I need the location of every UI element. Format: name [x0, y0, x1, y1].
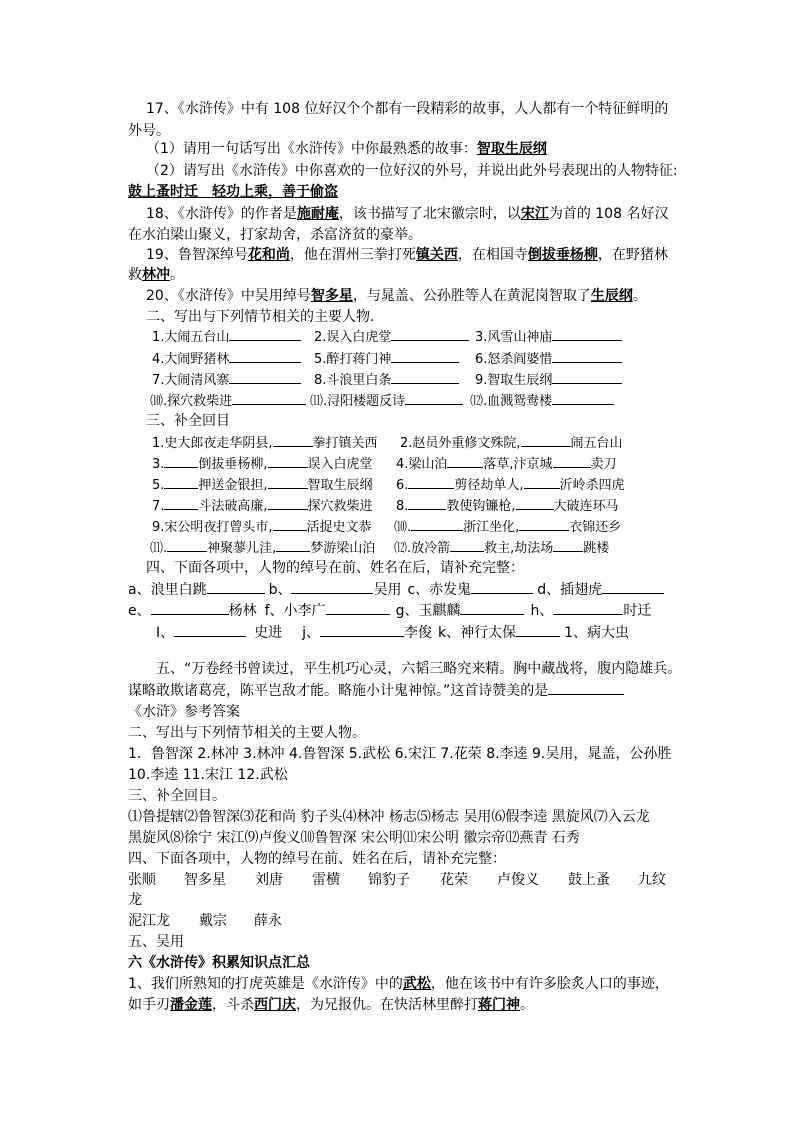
sec4-text: j、	[302, 625, 321, 641]
answers-s3-line1: ⑴鲁提辖⑵鲁智深⑶花和尚 豹子头⑷林冲 杨志⑸杨志 吴用⑹假李逵 黑旋风⑺入云龙	[128, 809, 650, 825]
sec4-text: 史进	[254, 625, 283, 641]
section3-title: 三、补全回目	[146, 413, 230, 429]
answer-blank[interactable]	[391, 370, 459, 384]
sec6-text: 1、我们所熟知的打虎英雄是《水浒传》中的	[128, 976, 403, 992]
sec3-text: 探穴救柴进	[307, 499, 373, 514]
q20-text2: ，与晁盖、公孙胜等人在黄泥岗智取了	[352, 288, 591, 304]
answers-s4-row1-item: 卢俊义	[497, 872, 539, 888]
sec3-row	[152, 454, 373, 474]
answer-blank[interactable]	[273, 433, 313, 447]
sec3-text: 1.史大郎夜走华阴县,	[152, 436, 273, 451]
answer-blank[interactable]	[553, 601, 623, 615]
answers-s4-row1-item: 鼓上蚤	[568, 872, 610, 888]
answer-blank[interactable]	[516, 496, 554, 510]
sec3-text: 衣锦还乡	[569, 520, 622, 535]
sec2-item-label: 1.大闹五台山	[152, 330, 230, 345]
sec3-row	[152, 517, 372, 537]
sec2-item-label: 5.醉打蒋门神	[314, 352, 392, 367]
sec4-text: c、赤发鬼	[407, 582, 472, 598]
sec3-row	[152, 496, 373, 516]
sec2-item-label: 8.斗浪里白条	[314, 373, 392, 388]
answers-s2-line1: 1．鲁智深 2.林冲 3.林冲 4.鲁智深 5.武松 6.宋江 7.花荣 8.李逵 9.吴用，晁盖，公孙胜	[128, 746, 672, 762]
sec3-text: 3.	[152, 457, 165, 472]
answer-blank[interactable]	[524, 475, 560, 489]
q18-line2: 在水泊梁山聚义，打家劫舍，杀富济贫的豪举。	[128, 227, 422, 243]
answers-s3-line2: 黑旋风⑻徐宁 宋江⑼卢俊义⑽鲁智深 宋公明⑾宋公明 徽宗帝⑿燕青 石秀	[128, 830, 580, 846]
sec2-item-label: ⑾.浔阳楼题反诗	[310, 394, 406, 409]
sec4-text: 李俊	[404, 625, 433, 641]
answer-blank[interactable]	[516, 623, 560, 637]
q17-part2-answer: 鼓上蚤时迁 轻功上乘，善于偷盗	[128, 184, 338, 200]
answer-blank[interactable]	[553, 538, 583, 552]
answer-blank[interactable]	[229, 370, 301, 384]
sec3-text: 斗法破高廉,	[198, 499, 268, 514]
answer-blank[interactable]	[408, 475, 454, 489]
answer-blank[interactable]	[548, 681, 624, 695]
sec3-text: 倒拔垂杨柳,	[198, 457, 268, 472]
sec4-row3	[156, 623, 629, 642]
section6-title: 六《水浒传》积累知识点汇总	[128, 955, 310, 971]
q20-text3: 。	[632, 288, 647, 304]
answer-blank[interactable]	[411, 517, 463, 531]
sec3-text: 落草,汴京城	[483, 457, 553, 472]
answers-s2-line2: 10.李逵 11.宋江 12.武松	[128, 767, 288, 783]
q19-line2	[128, 266, 184, 284]
sec3-text: 6.	[396, 478, 409, 493]
answer-blank[interactable]	[320, 623, 404, 637]
sec3-text: 救主,劫法场	[484, 541, 554, 556]
q19-text3: ，在相国寺	[457, 247, 528, 263]
answer-blank[interactable]	[229, 327, 301, 341]
q20-text1: 20、《水浒传》中吴用绰号	[146, 288, 311, 304]
sec3-text: 押送金银担,	[198, 478, 268, 493]
sec3-row	[150, 538, 375, 558]
sec4-text: k、神行太保	[438, 625, 517, 641]
sec2-item-label: 6.怒杀阎婆惜	[475, 352, 553, 367]
sec3-text: 沂岭杀四虎	[559, 478, 625, 493]
sec3-text: ⑽.	[394, 520, 412, 535]
sec3-text: ⑾.	[150, 541, 168, 556]
answer-blank[interactable]	[291, 580, 373, 594]
sec2-item	[314, 370, 459, 390]
answers-s4-row2-item: 泥江龙	[128, 913, 170, 929]
answer-blank[interactable]	[553, 454, 591, 468]
sec4-row2	[128, 601, 651, 620]
answer-blank[interactable]	[268, 475, 308, 489]
q19-answer-victim: 镇关西	[415, 247, 458, 263]
answers-s4-row1-item: 九纹	[638, 872, 666, 888]
sec4-text: 时迁	[623, 603, 652, 619]
section5-line1: 五、“万卷经书曾读过，平生机巧心灵，六韬三略究来精。胸中藏战将，腹内隐雄兵。	[156, 661, 682, 677]
answer-blank[interactable]	[460, 601, 524, 615]
sec2-item-label: 4.大闹野猪林	[152, 352, 230, 367]
answer-blank[interactable]	[167, 538, 207, 552]
sec6-line2	[128, 996, 534, 1014]
sec3-text: 拳打镇关西	[312, 436, 378, 451]
sec2-item	[314, 327, 469, 347]
answer-blank[interactable]	[151, 601, 229, 615]
sec3-row	[152, 433, 378, 453]
answer-blank[interactable]	[471, 580, 533, 594]
sec5-text: 谋略敢欺诸葛亮，陈平岂敌才能。略施小计鬼神惊。”这首诗赞美的是	[128, 683, 549, 699]
sec6-text: 。	[520, 997, 534, 1013]
answers-s4-row1-item: 锦豹子	[368, 872, 410, 888]
answer-blank[interactable]	[552, 349, 622, 363]
answer-blank[interactable]	[164, 475, 198, 489]
sec3-text: 活捉史文恭	[306, 520, 372, 535]
answer-blank[interactable]	[174, 623, 246, 637]
sec6-answer: 蒋门神	[478, 997, 520, 1013]
q18-answer-author: 施耐庵	[296, 206, 339, 222]
answer-blank[interactable]	[326, 601, 390, 615]
answer-blank[interactable]	[268, 496, 308, 510]
sec3-row	[396, 454, 617, 474]
sec2-item	[152, 370, 301, 390]
answer-blank[interactable]	[268, 454, 308, 468]
sec2-item-label: 9.智取生辰纲	[475, 373, 553, 388]
sec6-text: ，他在该书中有许多脍炙人口的事迹，	[430, 976, 669, 992]
q19-text6: 。	[170, 267, 184, 283]
section2-title: 二、写出与下列情节相关的主要人物.	[146, 309, 375, 325]
answer-blank[interactable]	[602, 580, 664, 594]
answer-blank[interactable]	[519, 517, 569, 531]
answer-blank[interactable]	[521, 433, 571, 447]
sec4-text: 吴用	[373, 582, 402, 598]
q20-answer-nickname: 智多星	[310, 288, 353, 304]
sec6-answer: 潘金莲	[170, 997, 212, 1013]
answer-blank[interactable]	[408, 496, 446, 510]
sec3-text: 4.梁山泊	[396, 457, 448, 472]
sec2-item-label: ⑿.血溅鸳鸯楼	[470, 394, 553, 409]
sec4-text: 1、病大虫	[564, 625, 630, 641]
sec3-text: 跳楼	[583, 541, 610, 556]
answers-s4-row1-item: 花荣	[440, 872, 468, 888]
answer-blank[interactable]	[229, 349, 301, 363]
answer-blank[interactable]	[447, 454, 483, 468]
sec4-text: h、	[530, 603, 554, 619]
sec2-item	[152, 349, 301, 369]
sec2-item	[150, 391, 306, 411]
sec2-item	[475, 370, 622, 390]
sec2-item-label: 7.大闹清风寨	[152, 373, 230, 388]
q18-text1: 18、《水浒传》的作者是	[146, 206, 297, 222]
answers-s4-row1-item: 张顺	[128, 872, 156, 888]
q17-part2: （2）请写出《水浒传》中你喜欢的一位好汉的外号，并说出此外号表现出的人物特征:	[146, 163, 678, 179]
sec3-row	[396, 475, 625, 495]
answers-title: 《水浒》参考答案	[128, 704, 240, 720]
q17-line1: 17、《水浒传》中有 108 位好汉个个都有一段精彩的故事，人人都有一个特征鲜明的	[146, 101, 669, 117]
section4-title: 四、下面各项中，人物的绰号在前、姓名在后，请补充完整：	[146, 560, 524, 576]
sec2-item-label: 2.误入白虎堂	[314, 330, 392, 345]
sec3-text: 梦游梁山泊	[310, 541, 376, 556]
answer-blank[interactable]	[273, 517, 307, 531]
sec4-text: a、浪里白跳	[128, 582, 207, 598]
sec6-text: 如手刃	[128, 997, 170, 1013]
sec4-text: 杨林	[228, 603, 257, 619]
sec4-text: d、插翅虎	[537, 582, 603, 598]
q17-part1-text: （1）请用一句话写出《水浒传》中你最熟悉的故事：	[146, 141, 477, 157]
sec3-row	[394, 517, 621, 537]
q18-text3: 为首的 108 名好汉	[548, 206, 669, 222]
sec4-row1	[128, 580, 664, 599]
q20-answer-event: 生辰纲	[590, 288, 633, 304]
answers-s4-row2-item: 戴宗	[199, 913, 227, 929]
answer-blank[interactable]	[552, 327, 622, 341]
sec3-text: 智取生辰纲	[307, 478, 373, 493]
answer-blank[interactable]	[552, 391, 614, 405]
sec3-row	[396, 496, 619, 516]
sec3-text: 教使钩镰枪,	[446, 499, 516, 514]
sec2-item	[314, 349, 459, 369]
sec3-text: 神聚蓼儿洼,	[207, 541, 277, 556]
q19-answer-nickname: 花和尚	[247, 247, 290, 263]
section5-line2	[128, 681, 624, 700]
q17-part1	[146, 140, 547, 158]
answer-blank[interactable]	[276, 538, 310, 552]
sec6-answer: 武松	[402, 976, 431, 992]
sec6-text: ，斗杀	[212, 997, 254, 1013]
sec4-text: b、	[268, 582, 292, 598]
answer-blank[interactable]	[405, 391, 463, 405]
sec3-text: 闹五台山	[570, 436, 623, 451]
q19-text5: 救	[128, 267, 142, 283]
sec2-item-label: ⑽.探穴救柴进	[150, 394, 233, 409]
sec3-text: 卖刀	[590, 457, 617, 472]
q18-line1	[146, 205, 668, 223]
sec6-line1	[128, 975, 669, 993]
answer-blank[interactable]	[232, 391, 306, 405]
q19-answer-rescued: 林冲	[142, 267, 170, 283]
answers-s4-row2-item: 薛永	[254, 913, 282, 929]
sec3-row	[394, 538, 609, 558]
q19-text2: ，他在渭州三拳打死	[289, 247, 416, 263]
answer-blank[interactable]	[450, 538, 484, 552]
sec3-row	[400, 433, 623, 453]
q19-text1: 19、鲁智深绰号	[146, 247, 248, 263]
sec3-text: 浙江坐化,	[463, 520, 520, 535]
sec3-text: 2.赵员外重修文殊院,	[400, 436, 521, 451]
sec2-item	[470, 391, 614, 411]
sec3-text: ⑿.放冷箭	[394, 541, 451, 556]
q18-answer-leader: 宋江	[520, 206, 549, 222]
sec2-item	[475, 327, 622, 347]
sec2-item	[475, 349, 622, 369]
answers-s4-title: 四、下面各项中，人物的绰号在前、姓名在后，请补充完整：	[128, 851, 506, 867]
q17-line2: 外号。	[128, 123, 170, 139]
answers-s4-row1-item: 雷横	[312, 872, 340, 888]
sec3-row	[152, 475, 373, 495]
answer-blank[interactable]	[164, 454, 198, 468]
answer-blank[interactable]	[391, 349, 459, 363]
sec6-text: ，为兄报仇。在快活林里醉打	[296, 997, 478, 1013]
sec3-text: 5.	[152, 478, 165, 493]
sec2-item	[152, 327, 301, 347]
sec2-item	[310, 391, 463, 411]
answers-s5: 五、吴用	[128, 934, 184, 950]
sec4-text: e、	[128, 603, 151, 619]
q19-line1	[146, 246, 668, 264]
answers-s4-row1-item: 刘唐	[255, 872, 283, 888]
answer-blank[interactable]	[552, 370, 622, 384]
q19-answer-willow: 倒拔垂杨柳	[527, 247, 598, 263]
q17-part1-answer: 智取生辰纲	[476, 141, 547, 157]
q18-text2: ，该书描写了北宋徽宗时，以	[338, 206, 521, 222]
sec3-text: 9.宋公明夜打曾头市,	[152, 520, 273, 535]
sec4-text: f、小李广	[264, 603, 326, 619]
answer-blank[interactable]	[391, 327, 469, 341]
q19-text4: ，在野猪林	[597, 247, 668, 263]
answers-s4-row1-item: 智多星	[184, 872, 226, 888]
answer-blank[interactable]	[207, 580, 265, 594]
sec3-text: 误入白虎堂	[307, 457, 373, 472]
answers-s2-title: 二、写出与下列情节相关的主要人物。	[128, 725, 366, 741]
answers-s4-row1-cont: 龙	[128, 892, 142, 908]
q20-line	[146, 287, 647, 305]
sec3-text: 8.	[396, 499, 409, 514]
sec3-text: 大破连环马	[553, 499, 619, 514]
answers-s3-title: 三、补全回目。	[128, 788, 226, 804]
answer-blank[interactable]	[164, 496, 198, 510]
sec2-item-label: 3.风雪山神庙	[475, 330, 553, 345]
sec4-text: g、玉麒麟	[395, 603, 461, 619]
sec3-text: 7.	[152, 499, 165, 514]
sec4-text: I、	[156, 625, 175, 641]
sec6-answer: 西门庆	[254, 997, 296, 1013]
sec3-text: 剪径劫单人,	[454, 478, 524, 493]
